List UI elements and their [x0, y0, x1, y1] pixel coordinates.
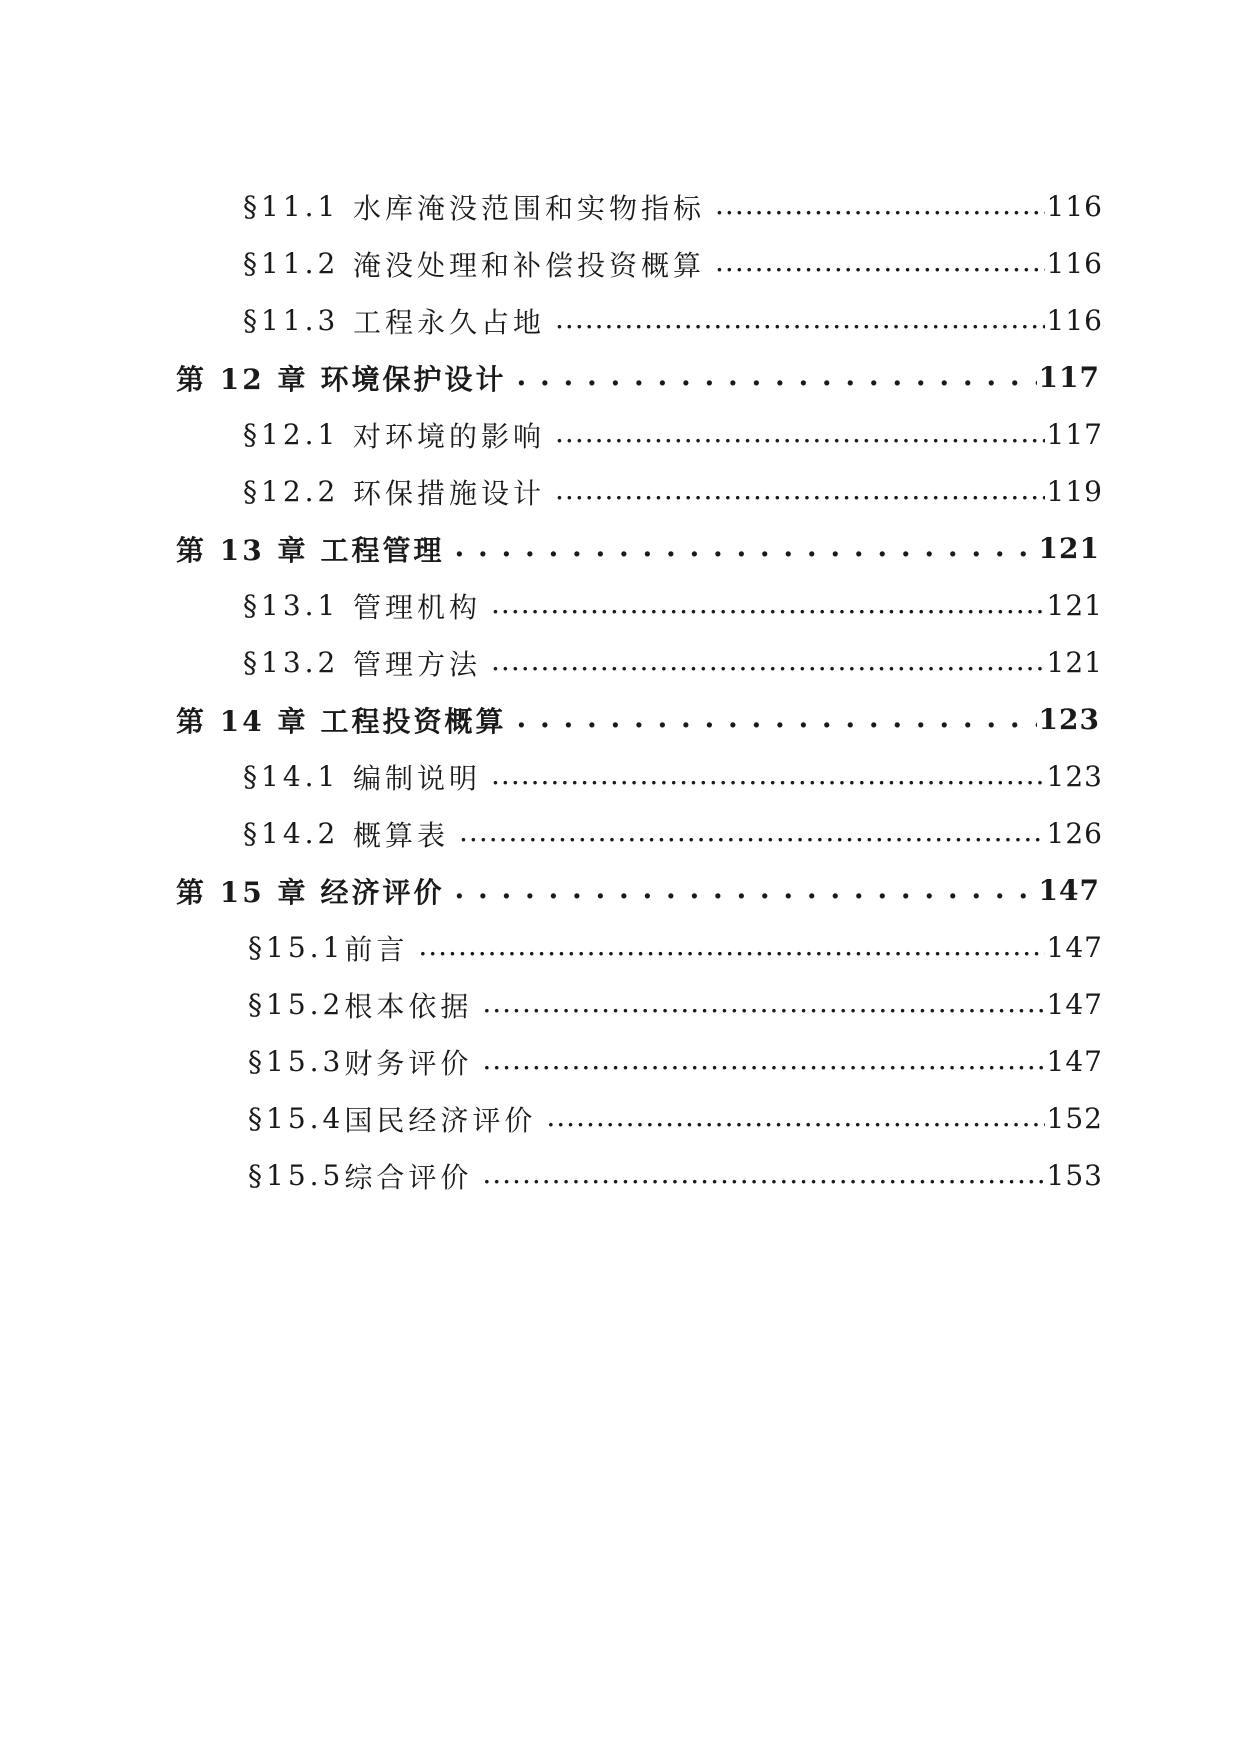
toc-page-number: 116 — [1046, 304, 1103, 337]
toc-entry-11-3[interactable] — [243, 292, 1103, 349]
toc-section-title: 前言 — [344, 932, 409, 966]
toc-chapter-title: 经济评价 — [320, 875, 445, 909]
toc-dot-leader — [491, 759, 1045, 795]
toc-entry-13-1[interactable] — [243, 577, 1103, 634]
toc-dot-leader — [555, 417, 1045, 453]
toc-section-number: §12.1 — [243, 418, 340, 451]
toc-entry-11-2[interactable] — [243, 235, 1103, 292]
toc-section-number: §15.2 — [248, 988, 345, 1021]
toc-dot-leader — [516, 360, 1036, 396]
toc-page-number: 121 — [1038, 532, 1100, 565]
toc-page-number: 152 — [1046, 1102, 1103, 1135]
toc-section-title: 管理机构 — [353, 590, 482, 624]
toc-section-title: 国民经济评价 — [344, 1103, 537, 1137]
toc-dot-leader — [555, 474, 1045, 510]
toc-section-number: §11.2 — [243, 247, 340, 280]
toc-section-title: 根本依据 — [344, 989, 473, 1023]
toc-chapter-number: 第 13 章 — [176, 533, 309, 567]
toc-page-number: 147 — [1046, 988, 1103, 1021]
toc-entry-11-1[interactable] — [243, 178, 1103, 235]
toc-entry-12-1[interactable] — [243, 406, 1103, 463]
toc-entry-13-2[interactable] — [243, 634, 1103, 691]
toc-section-number: §15.3 — [248, 1045, 345, 1078]
toc-page-number: 121 — [1046, 589, 1103, 622]
toc-chapter-title: 环境保护设计 — [320, 362, 507, 396]
toc-dot-leader — [454, 873, 1036, 909]
toc-entry-15-3[interactable] — [248, 1033, 1103, 1090]
toc-section-number: §12.2 — [243, 475, 340, 508]
toc-page-number: 123 — [1038, 703, 1100, 736]
toc-page-number: 116 — [1046, 190, 1103, 223]
toc-dot-leader — [418, 930, 1044, 966]
toc-section-title: 环保措施设计 — [353, 476, 546, 510]
toc-chapter-number: 第 15 章 — [176, 875, 309, 909]
toc-section-number: §15.4 — [248, 1102, 345, 1135]
toc-section-title: 综合评价 — [344, 1160, 473, 1194]
toc-section-title: 工程永久占地 — [353, 305, 546, 339]
toc-section-number: §14.2 — [243, 817, 340, 850]
toc-chapter-13[interactable] — [176, 520, 1100, 577]
toc-page-number: 147 — [1046, 1045, 1103, 1078]
toc-section-number: §11.3 — [243, 304, 340, 337]
toc-chapter-14[interactable] — [176, 691, 1100, 748]
toc-dot-leader — [516, 702, 1036, 738]
toc-page-number: 117 — [1038, 361, 1100, 394]
toc-section-number: §14.1 — [243, 760, 340, 793]
toc-dot-leader — [482, 1158, 1044, 1194]
table-of-contents — [0, 178, 1241, 1204]
toc-dot-leader — [459, 816, 1045, 852]
toc-section-title: 对环境的影响 — [353, 419, 546, 453]
toc-dot-leader — [454, 531, 1036, 567]
toc-section-title: 淹没处理和补偿投资概算 — [353, 248, 706, 282]
toc-chapter-number: 第 14 章 — [176, 704, 309, 738]
toc-entry-15-5[interactable] — [248, 1147, 1103, 1204]
toc-entry-15-2[interactable] — [248, 976, 1103, 1033]
toc-chapter-number: 第 12 章 — [176, 362, 309, 396]
toc-chapter-12[interactable] — [176, 349, 1100, 406]
toc-dot-leader — [482, 1044, 1044, 1080]
toc-dot-leader — [546, 1101, 1044, 1137]
toc-page-number: 116 — [1046, 247, 1103, 280]
toc-section-number: §15.5 — [248, 1159, 345, 1192]
toc-section-number: §13.2 — [243, 646, 340, 679]
toc-entry-15-1[interactable] — [248, 919, 1103, 976]
toc-entry-12-2[interactable] — [243, 463, 1103, 520]
toc-section-title: 管理方法 — [353, 647, 482, 681]
toc-dot-leader — [482, 987, 1044, 1023]
toc-chapter-15[interactable] — [176, 862, 1100, 919]
toc-section-number: §13.1 — [243, 589, 340, 622]
toc-page-number: 121 — [1046, 646, 1103, 679]
toc-entry-14-1[interactable] — [243, 748, 1103, 805]
toc-page-number: 126 — [1046, 817, 1103, 850]
toc-page-number: 147 — [1046, 931, 1103, 964]
toc-entry-15-4[interactable] — [248, 1090, 1103, 1147]
toc-section-number: §15.1 — [248, 931, 345, 964]
toc-dot-leader — [715, 246, 1045, 282]
toc-section-title: 概算表 — [353, 818, 450, 852]
toc-page-number: 119 — [1046, 475, 1103, 508]
toc-entry-14-2[interactable] — [243, 805, 1103, 862]
toc-section-title: 编制说明 — [353, 761, 482, 795]
toc-chapter-title: 工程管理 — [320, 533, 445, 567]
toc-page-number: 123 — [1046, 760, 1103, 793]
toc-page-number: 117 — [1046, 418, 1103, 451]
toc-dot-leader — [715, 189, 1045, 225]
toc-section-title: 财务评价 — [344, 1046, 473, 1080]
toc-page-number: 147 — [1038, 874, 1100, 907]
toc-page-number: 153 — [1046, 1159, 1103, 1192]
toc-dot-leader — [491, 588, 1045, 624]
toc-chapter-title: 工程投资概算 — [320, 704, 507, 738]
toc-dot-leader — [491, 645, 1045, 681]
toc-dot-leader — [555, 303, 1045, 339]
toc-section-title: 水库淹没范围和实物指标 — [353, 191, 706, 225]
toc-section-number: §11.1 — [243, 190, 340, 223]
